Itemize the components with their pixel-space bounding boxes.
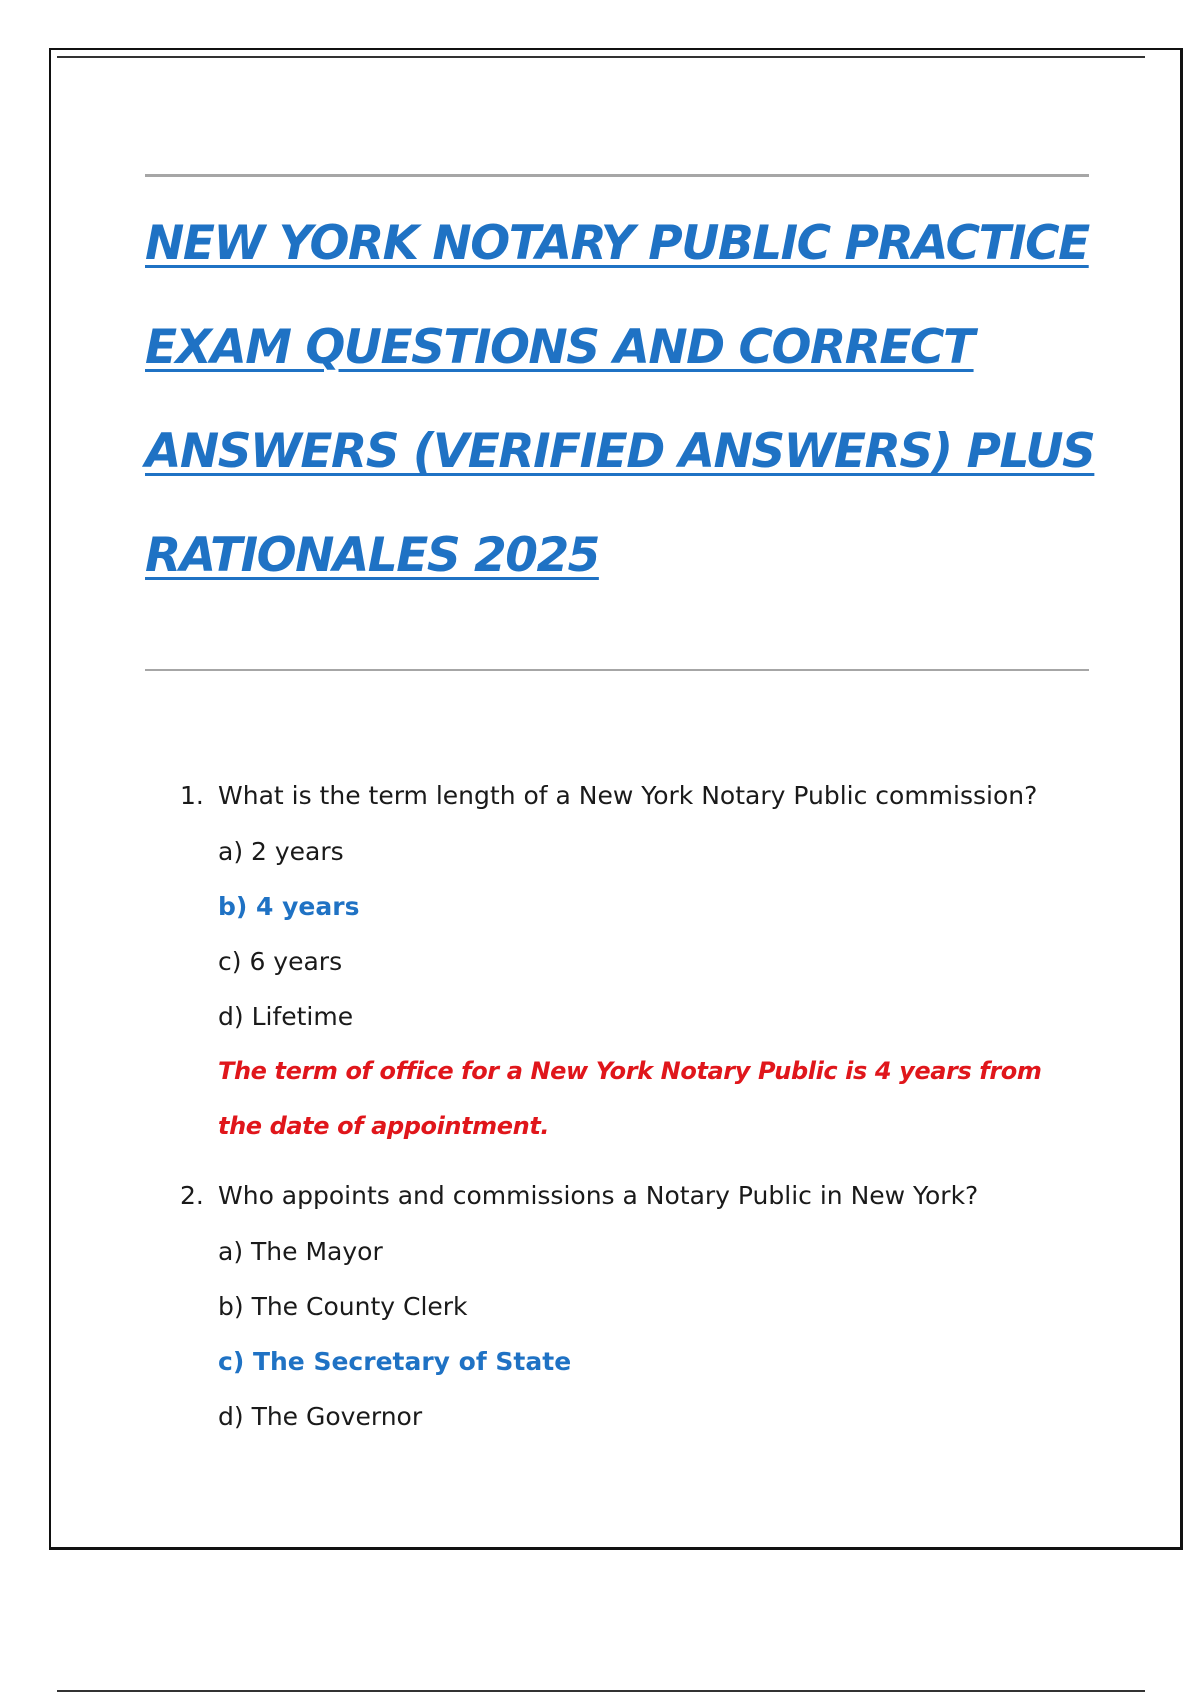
answer-option: d) The Governor: [218, 1402, 423, 1431]
answer-rationale: The term of office for a New York Notary Public is 4 years from the date of appointment.: [218, 1057, 1042, 1140]
question-number: 1.: [180, 781, 204, 810]
answer-option: b) The County Clerk: [218, 1292, 468, 1321]
question-stem: [180, 1168, 1100, 1224]
question-list: [180, 768, 1100, 1444]
question-2: [180, 1168, 1100, 1444]
title-top-rule: [145, 174, 1089, 177]
answer-option: a) The Mayor: [218, 1237, 383, 1266]
title-line: ANSWERS (VERIFIED ANSWERS) PLUS: [145, 424, 1095, 479]
question-number: 2.: [180, 1181, 204, 1210]
answer-option-correct: c) The Secretary of State: [218, 1347, 572, 1376]
question-stem: [180, 768, 1100, 824]
question-text: What is the term length of a New York Notary Public commission?: [218, 781, 1038, 810]
question-text: Who appoints and commissions a Notary Public in New York?: [218, 1181, 979, 1210]
answer-option-correct: b) 4 years: [218, 892, 360, 921]
answer-option: a) 2 years: [218, 837, 344, 866]
answer-option: c) 6 years: [218, 947, 343, 976]
title-line: RATIONALES 2025: [145, 528, 599, 583]
document-title: [145, 212, 1105, 628]
question-1: [180, 768, 1100, 1154]
title-line: EXAM QUESTIONS AND CORRECT: [145, 320, 974, 375]
title-line: NEW YORK NOTARY PUBLIC PRACTICE: [145, 216, 1089, 271]
page-top-divider: [57, 56, 1145, 58]
title-bottom-rule: [145, 669, 1089, 671]
answer-option: d) Lifetime: [218, 1002, 354, 1031]
next-page-top-divider: [57, 1690, 1145, 1692]
